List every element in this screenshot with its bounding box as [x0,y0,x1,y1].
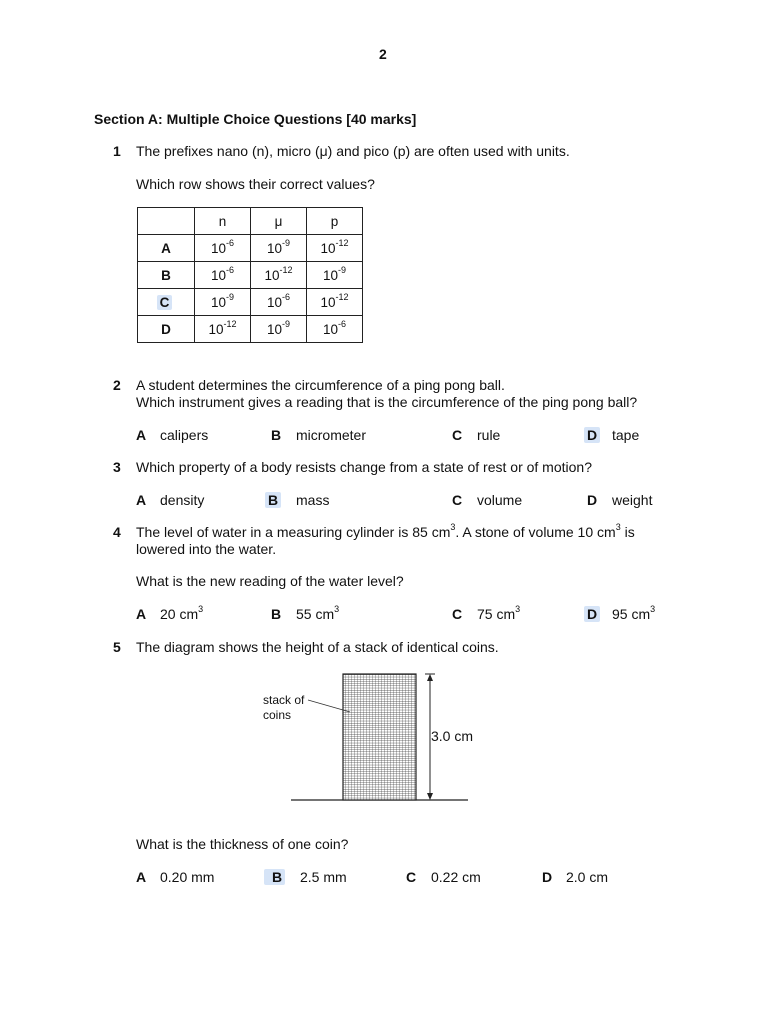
row-label[interactable]: A [138,235,195,262]
table-header-cell [138,208,195,235]
q3-option-c-text: volume [477,492,523,508]
q5-option-d-letter[interactable]: D [542,869,553,885]
table-cell: $10^{-12}$ [307,289,363,316]
diagram-label-line2: coins [263,708,292,722]
question-5-prompt: What is the thickness of one coin? [136,836,349,852]
q3-option-d-text: weight [612,492,653,508]
q4-option-a-text: 20 $cm^3$ [160,604,204,622]
question-4-prompt: What is the new reading of the water level? [136,573,404,589]
q2-option-c-text: rule [477,427,501,443]
q3-option-a-letter[interactable]: A [136,492,147,508]
question-1-text: The prefixes nano (n), micro (μ) and pico (p) are often used with units. [136,143,570,159]
question-5-text: The diagram shows the height of a stack of identical coins. [136,639,499,655]
question-1-prompt: Which row shows their correct values? [136,176,375,192]
table-cell: $10^{-6}$ [307,316,363,343]
diagram-label-line1: stack of [263,693,305,707]
question-2-text: A student determines the circumference of a ping pong ball. [136,377,505,393]
q4-option-a-letter[interactable]: A [136,606,147,622]
question-5-number: 5 [113,639,121,655]
q4-option-c-letter[interactable]: C [452,606,463,622]
question-4-number: 4 [113,524,121,540]
table-row [138,235,363,262]
table-header-cell: μ [251,208,307,235]
q2-option-b-letter[interactable]: B [271,427,282,443]
table-cell: $10^{-9}$ [251,316,307,343]
coin-stack [343,674,416,800]
table-cell: $10^{-12}$ [251,262,307,289]
q2-option-a-text: calipers [160,427,209,443]
q3-option-b-text: mass [296,492,330,508]
table-cell: $10^{-12}$ [195,316,251,343]
prefix-values-table [137,207,363,343]
q2-option-a-letter[interactable]: A [136,427,147,443]
question-4-text: The level of water in a measuring cylinder is 85 $cm^3$. A stone of volume 10 $cm^3$ is [136,522,635,540]
q3-option-b-letter-selected[interactable]: B [268,492,281,508]
q5-option-c-text: 0.22 cm [431,869,481,885]
q2-option-c-letter[interactable]: C [452,427,463,443]
table-cell: $10^{-6}$ [251,289,307,316]
table-header-cell: n [195,208,251,235]
q5-option-b-letter-selected[interactable]: B [272,869,285,885]
table-row [138,262,363,289]
q2-option-d-letter-selected[interactable]: D [587,427,600,443]
table-cell: $10^{-9}$ [307,262,363,289]
q3-option-a-text: density [160,492,205,508]
question-2-prompt: Which instrument gives a reading that is the circumference of the ping pong ball? [136,394,638,410]
table-cell: $10^{-6}$ [195,262,251,289]
table-header-row [138,208,363,235]
table-row [138,289,363,316]
q3-option-d-letter[interactable]: D [587,492,598,508]
q4-option-d-letter-selected[interactable]: D [587,606,600,622]
q5-option-a-text: 0.20 mm [160,869,215,885]
q3-option-c-letter[interactable]: C [452,492,463,508]
row-label[interactable]: B [138,262,195,289]
q4-option-b-text: 55 $cm^3$ [296,604,340,622]
question-2-number: 2 [113,377,121,393]
q5-option-b-text: 2.5 mm [300,869,347,885]
question-1-number: 1 [113,143,121,159]
page-number: 2 [379,46,387,62]
q4-option-d-text: 95 $cm^3$ [612,604,656,622]
diagram-height-label: 3.0 cm [431,728,474,744]
question-4-text-line2: lowered into the water. [136,541,277,557]
height-arrow-bottom-head [427,793,433,800]
question-3-number: 3 [113,459,121,475]
height-arrow-top-head [427,674,433,681]
q5-option-d-text: 2.0 cm [566,869,609,885]
question-3-text: Which property of a body resists change from a state of rest or of motion? [136,459,592,475]
q2-option-b-text: micrometer [296,427,367,443]
q5-option-c-letter[interactable]: C [406,869,417,885]
table-header-cell: p [307,208,363,235]
table-row [138,316,363,343]
table-cell: $10^{-12}$ [307,235,363,262]
table-cell: $10^{-9}$ [251,235,307,262]
table-cell: $10^{-9}$ [195,289,251,316]
section-title: Section A: Multiple Choice Questions [40 marks] [94,111,417,127]
q4-option-b-letter[interactable]: B [271,606,282,622]
q4-option-c-text: 75 $cm^3$ [477,604,521,622]
row-label[interactable]: D [138,316,195,343]
q5-option-a-letter[interactable]: A [136,869,147,885]
q2-option-d-text: tape [612,427,640,443]
table-cell: $10^{-6}$ [195,235,251,262]
row-label-selected[interactable]: C [138,289,195,316]
